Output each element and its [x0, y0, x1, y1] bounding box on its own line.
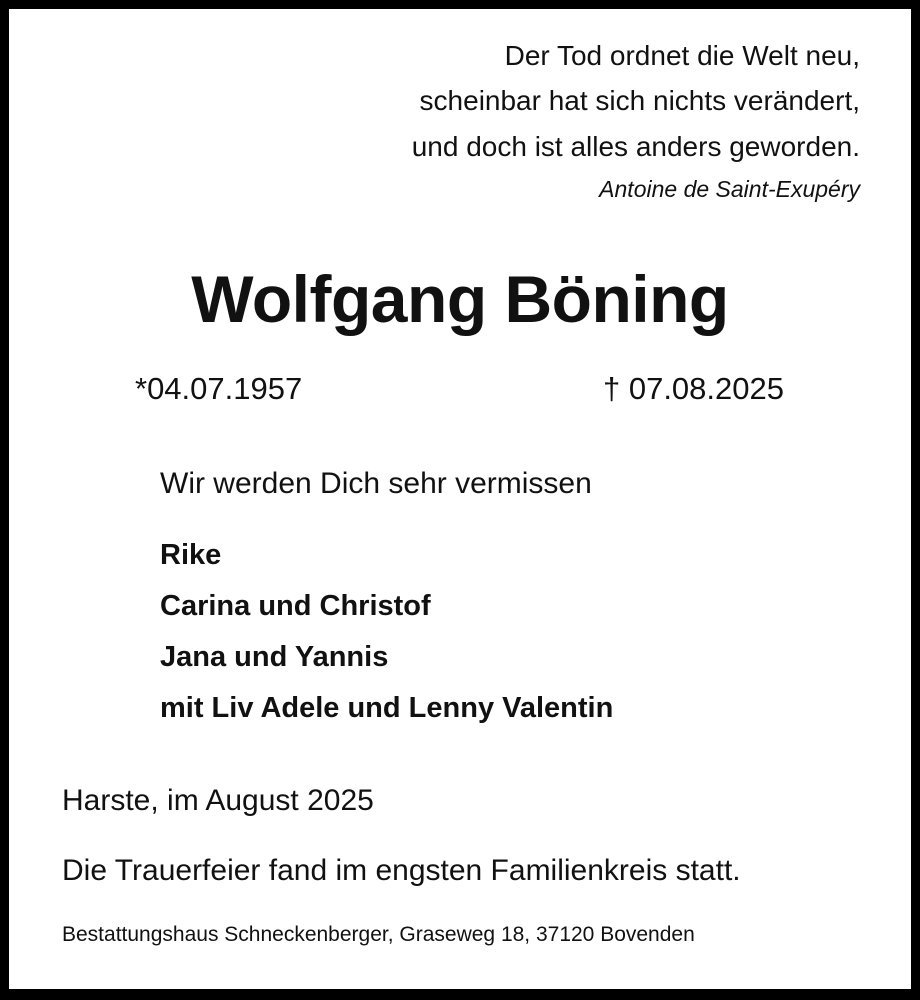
farewell-message: Wir werden Dich sehr vermissen [160, 467, 592, 500]
mourner: Carina und Christof [160, 590, 431, 622]
quote-line: scheinbar hat sich nichts verändert, [419, 85, 860, 116]
death-date: † 07.08.2025 [602, 371, 784, 406]
funeral-home: Bestattungshaus Schneckenberger, Graseweg 18, 37120 Bovenden [62, 923, 695, 946]
quote-line: Der Tod ordnet die Welt neu, [504, 40, 860, 71]
quote-author: Antoine de Saint-Exupéry [599, 176, 860, 202]
birth-date: *04.07.1957 [135, 371, 303, 406]
ceremony-note: Die Trauerfeier fand im engsten Familienkreis statt. [62, 854, 741, 887]
mourner: Jana und Yannis [160, 641, 389, 673]
deceased-name: Wolfgang Böning [191, 262, 729, 336]
quote-line: und doch ist alles anders geworden. [411, 131, 860, 162]
place-date: Harste, im August 2025 [62, 784, 374, 817]
mourner: Rike [160, 539, 222, 571]
mourner: mit Liv Adele und Lenny Valentin [160, 692, 614, 724]
